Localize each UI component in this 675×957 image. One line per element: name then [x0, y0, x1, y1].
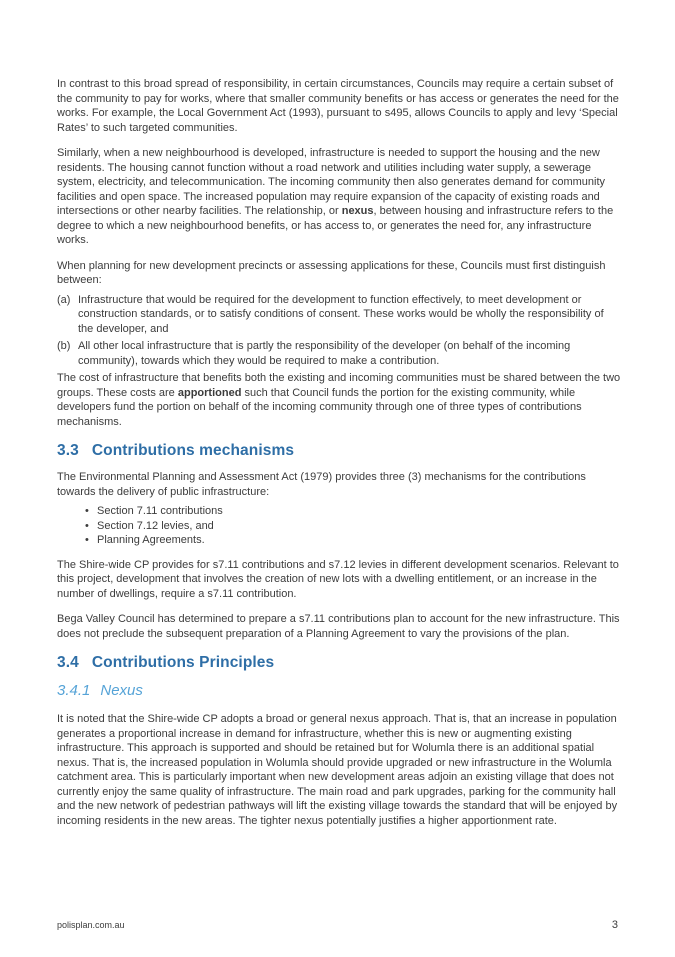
- lettered-item-a: [57, 293, 621, 337]
- bullet-item: • Section 7.11 contributions: [57, 504, 621, 519]
- paragraph-shire-cp: The Shire-wide CP provides for s7.11 contributions and s7.12 levies in different development scenarios. Relevant to this project, development that involves the creation of new lots with a dwelling entitlement, or an increase in the number of dwellings, require a s7.11 contribution.: [57, 558, 619, 600]
- list-marker: (b): [57, 340, 71, 352]
- paragraph-nexus-principle: It is noted that the Shire-wide CP adopts a broad or general nexus approach. That is, that an increase in population generates a proportional increase in demand for infrastructure, whether this is new or augmenting existing infrastructure. This approach is supported and should be retained but for Wolumla there is an additional spatial nexus. That is, the increased population in Wolumla should provide upgraded or new infrastructure in the Wolumla catchment area. This is particularly important when new development areas adjoin an existing village that does not currently enjoy the same quality of infrastructure. The main road and park upgrades, parking for the community hall and the new network of pedestrian pathways will lift the existing village towards the standard that will be enjoyed by incoming residents in the new areas. The tighter nexus potentially justifies a higher apportionment rate.: [57, 713, 618, 827]
- page-content: [57, 77, 621, 839]
- paragraph-nexus: [57, 146, 621, 248]
- bullet-item: • Section 7.12 levies, and: [57, 519, 621, 534]
- heading-number: 3.4.1: [57, 682, 91, 699]
- paragraph-epa-act: The Environmental Planning and Assessment Act (1979) provides three (3) mechanisms for the contributions towards the delivery of public infrastructure:: [57, 471, 586, 498]
- text-segment: The cost of infrastructure that benefits both the existing and incoming communities must be shared between the two groups. These costs are: [57, 372, 621, 399]
- text-segment: such that Council funds the portion for the existing community, while developers fund the portion on behalf of the incoming community through one of three types of contributions mechanisms.: [57, 386, 582, 428]
- heading-title: Contributions mechanisms: [91, 442, 295, 459]
- subsection-heading-3-4-1: [57, 682, 621, 700]
- lettered-item-b: [57, 339, 621, 368]
- section-heading-3-4: [57, 654, 621, 672]
- paragraph-intro: In contrast to this broad spread of responsibility, in certain circumstances, Councils may require a certain subset of the community to pay for works, where that smaller community benefits or has access or generates the need for the works. For example, the Local Government Act (1993), pursuant to s495, allows Councils to apply and levy ‘Special Rates’ to such targeted communities.: [57, 78, 619, 134]
- text-segment: , between housing and infrastructure refers to the degree to which a new neighbourhood benefits, or has access to, or generates the need for, any infrastructure works.: [57, 205, 614, 246]
- heading-title: Nexus: [100, 682, 143, 699]
- footer-page-number: 3: [611, 919, 618, 931]
- heading-title: Contributions Principles: [91, 654, 275, 671]
- footer-site-url: polisplan.com.au: [57, 920, 125, 930]
- paragraph-bega-council: Bega Valley Council has determined to prepare a s7.11 contributions plan to account for the new infrastructure. This does not preclude the subsequent preparation of a Planning Agreement to vary the provisions of the plan.: [57, 613, 620, 640]
- text-segment: Similarly, when a new neighbourhood is developed, infrastructure is needed to support the housing and the new residents. The housing cannot function without a road network and utilities including water supply, a sewerage system, electricity, and telecommunication. The incoming community then also generates demand for community facilities and open space. The increased population may require expansion of the capacity of existing roads and intersections or other nearby facilities. The relationship, or: [57, 147, 606, 217]
- paragraph-apportionment: [57, 371, 621, 429]
- bold-term-apportioned: apportioned: [177, 386, 242, 399]
- list-text: Infrastructure that would be required for the development to function effectively, to meet development or construction standards, or to satisfy conditions of consent. These works would be wholly the responsibility of the developer, and: [78, 293, 604, 335]
- section-heading-3-3: [57, 442, 621, 460]
- bullet-list: [57, 504, 621, 548]
- page-footer: [57, 919, 618, 931]
- paragraph-planning: When planning for new development precincts or assessing applications for these, Councils must first distinguish between:: [57, 259, 606, 286]
- list-text: All other local infrastructure that is partly the responsibility of the developer (on behalf of the incoming community), towards which they would be required to make a contribution.: [78, 340, 571, 367]
- bullet-item: • Planning Agreements.: [57, 533, 621, 548]
- heading-number: 3.3: [57, 442, 79, 459]
- lettered-list: [57, 293, 621, 369]
- heading-number: 3.4: [57, 654, 79, 671]
- list-marker: (a): [57, 293, 71, 306]
- bold-term-nexus: nexus: [341, 205, 374, 217]
